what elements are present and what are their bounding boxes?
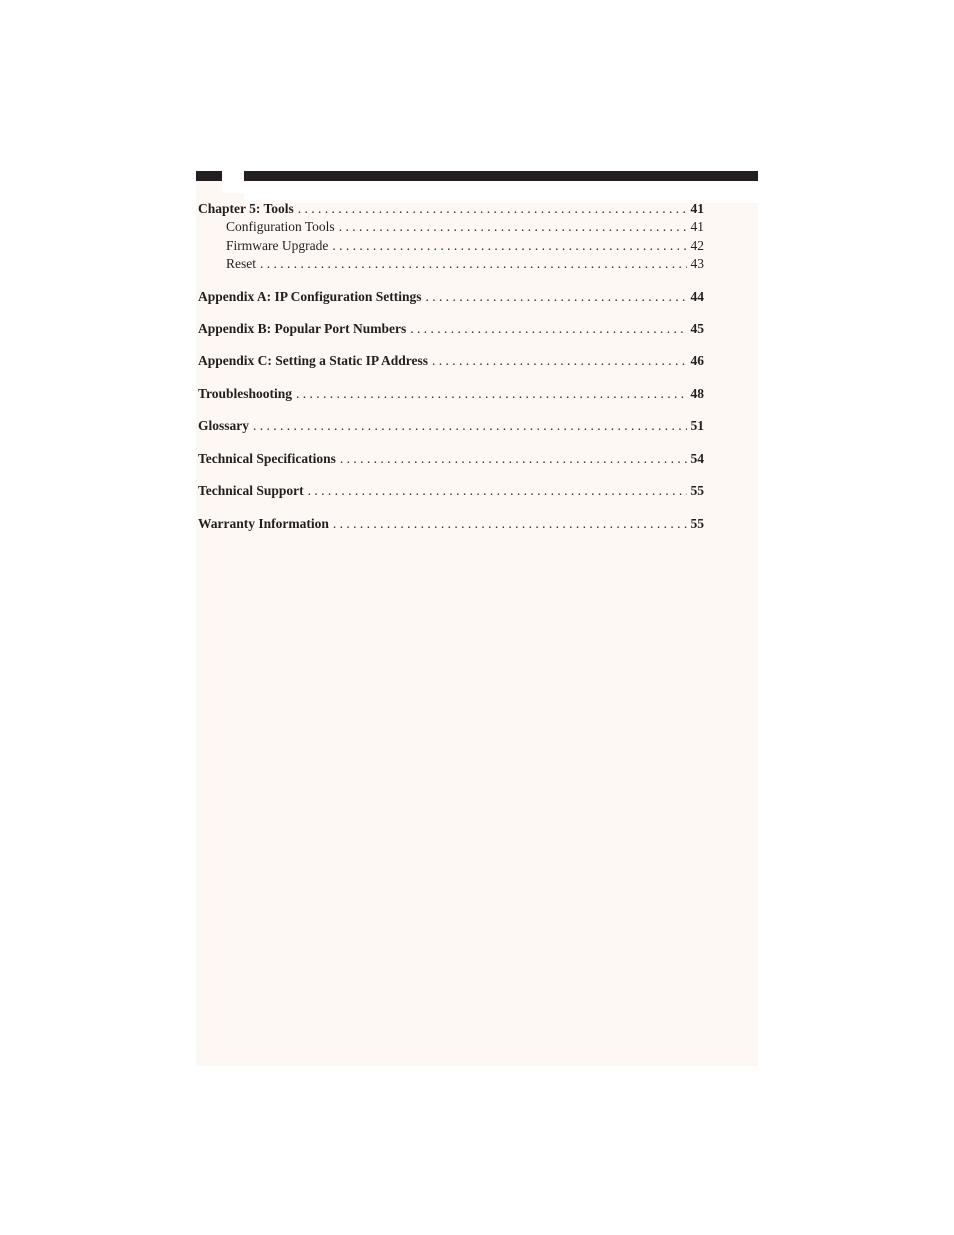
toc-entry-label: Technical Support <box>198 483 304 498</box>
toc-entry-reset[interactable] <box>226 255 704 273</box>
toc-entry-page: 55 <box>690 483 704 498</box>
toc-entry-appendix-a[interactable] <box>198 288 704 306</box>
toc-leader-dots <box>308 482 687 500</box>
toc-entry-label: Configuration Tools <box>226 219 335 234</box>
header-rule-left <box>196 171 222 181</box>
toc-leader-dots <box>253 417 686 435</box>
toc-leader-dots <box>432 352 686 370</box>
toc-entry-glossary[interactable] <box>198 417 704 435</box>
toc-leader-dots <box>410 320 686 338</box>
toc-entry-label: Appendix C: Setting a Static IP Address <box>198 353 429 368</box>
toc-entry-label: Glossary <box>198 418 250 433</box>
toc-entry-chapter-5-tools[interactable] <box>198 200 704 218</box>
toc-entry-troubleshooting[interactable] <box>198 385 704 403</box>
toc-entry-warranty-information[interactable] <box>198 515 704 533</box>
toc-entry-page: 41 <box>690 201 704 216</box>
toc-entry-appendix-c[interactable] <box>198 352 704 370</box>
toc-entry-page: 45 <box>690 321 704 336</box>
toc-entry-label: Chapter 5: Tools <box>198 201 294 216</box>
toc-entry-label: Firmware Upgrade <box>226 238 329 253</box>
toc-leader-dots <box>333 515 687 533</box>
toc-entry-configuration-tools[interactable] <box>226 218 704 236</box>
header-notch <box>222 171 244 193</box>
header-rule-right <box>244 171 758 181</box>
toc-leader-dots <box>426 288 687 306</box>
toc-entry-label: Reset <box>226 256 256 271</box>
toc-entry-page: 42 <box>690 238 704 253</box>
toc-leader-dots <box>339 218 687 236</box>
toc-entry-label: Troubleshooting <box>198 386 293 401</box>
toc-entry-page: 51 <box>690 418 704 433</box>
toc-entry-page: 41 <box>690 219 704 234</box>
toc-entry-label: Appendix A: IP Configuration Settings <box>198 289 422 304</box>
toc-entry-page: 44 <box>690 289 704 304</box>
content-panel <box>196 181 758 1066</box>
toc-entry-technical-specifications[interactable] <box>198 450 704 468</box>
toc-entry-firmware-upgrade[interactable] <box>226 237 704 255</box>
toc-entry-label: Warranty Information <box>198 516 329 531</box>
toc-entry-label: Appendix B: Popular Port Numbers <box>198 321 407 336</box>
toc-leader-dots <box>298 200 687 218</box>
toc-leader-dots <box>340 450 687 468</box>
toc-leader-dots <box>332 237 686 255</box>
toc-entry-label: Technical Specifications <box>198 451 336 466</box>
toc-entry-page: 55 <box>690 516 704 531</box>
toc-entry-page: 54 <box>690 451 704 466</box>
toc-entry-page: 43 <box>690 256 704 271</box>
toc-entry-page: 46 <box>690 353 704 368</box>
toc-entry-appendix-b[interactable] <box>198 320 704 338</box>
toc-leader-dots <box>260 255 687 273</box>
toc-entry-technical-support[interactable] <box>198 482 704 500</box>
toc-entry-page: 48 <box>690 386 704 401</box>
toc-leader-dots <box>296 385 686 403</box>
